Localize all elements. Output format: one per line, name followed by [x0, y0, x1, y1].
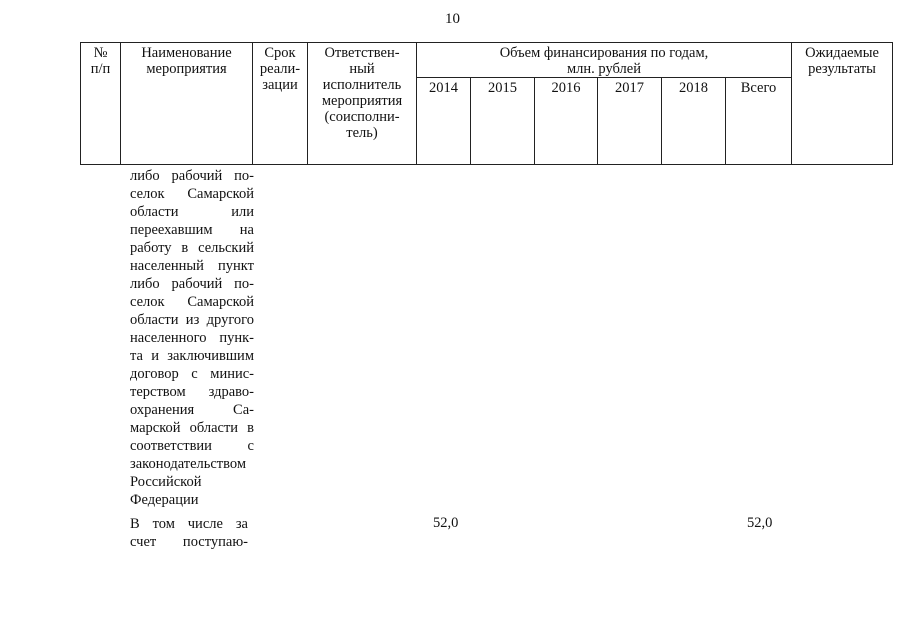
header-term: Срок реали- зации — [253, 43, 308, 165]
header-total: Всего — [726, 78, 792, 165]
header-year-2018: 2018 — [662, 78, 726, 165]
row-1-line: та и заключившим — [130, 348, 254, 364]
row-1-name — [130, 167, 254, 509]
row-1-line: Российской — [130, 474, 202, 490]
row-1-line: законодательством — [130, 456, 247, 472]
header-number: № п/п — [81, 43, 121, 165]
row-2-name — [130, 515, 248, 551]
header-financing: Объем финансирования по годам, млн. рублей — [417, 43, 792, 78]
header-results: Ожидаемые результаты — [792, 43, 893, 165]
row-2-line: счет поступаю- — [130, 534, 248, 550]
row-1-line: договор с минис- — [130, 366, 254, 382]
row-2-total: 52,0 — [747, 515, 773, 531]
header-responsible: Ответствен- ный исполнитель мероприятия (соисполни- тель) — [308, 43, 417, 165]
header-name: Наименование мероприятия — [121, 43, 253, 165]
header-year-2014: 2014 — [417, 78, 471, 165]
row-1-line: работу в сельский — [130, 240, 254, 256]
header-year-2015: 2015 — [471, 78, 535, 165]
row-1-line: марской области в — [130, 420, 254, 436]
row-1-line: охранения Са- — [130, 402, 254, 418]
page-number: 10 — [445, 11, 460, 27]
row-1-line: области из другого — [130, 312, 254, 328]
row-2-value-2014: 52,0 — [433, 515, 459, 531]
row-2-line: В том числе за — [130, 516, 248, 532]
row-1-line: либо рабочий по- — [130, 276, 254, 292]
row-1-line: переехавшим на — [130, 222, 254, 238]
row-1-line: терством здраво- — [130, 384, 254, 400]
header-year-2016: 2016 — [535, 78, 598, 165]
row-1-line: соответствии с — [130, 438, 254, 454]
header-year-2017: 2017 — [598, 78, 662, 165]
row-1-line: населенный пункт — [130, 258, 254, 274]
table-header — [80, 42, 893, 165]
row-1-line: селок Самарской — [130, 186, 254, 202]
row-1-line: селок Самарской — [130, 294, 254, 310]
row-1-line: Федерации — [130, 492, 199, 508]
row-1-line: либо рабочий по- — [130, 168, 254, 184]
row-1-line: области или — [130, 204, 254, 220]
row-1-line: населенного пунк- — [130, 330, 254, 346]
